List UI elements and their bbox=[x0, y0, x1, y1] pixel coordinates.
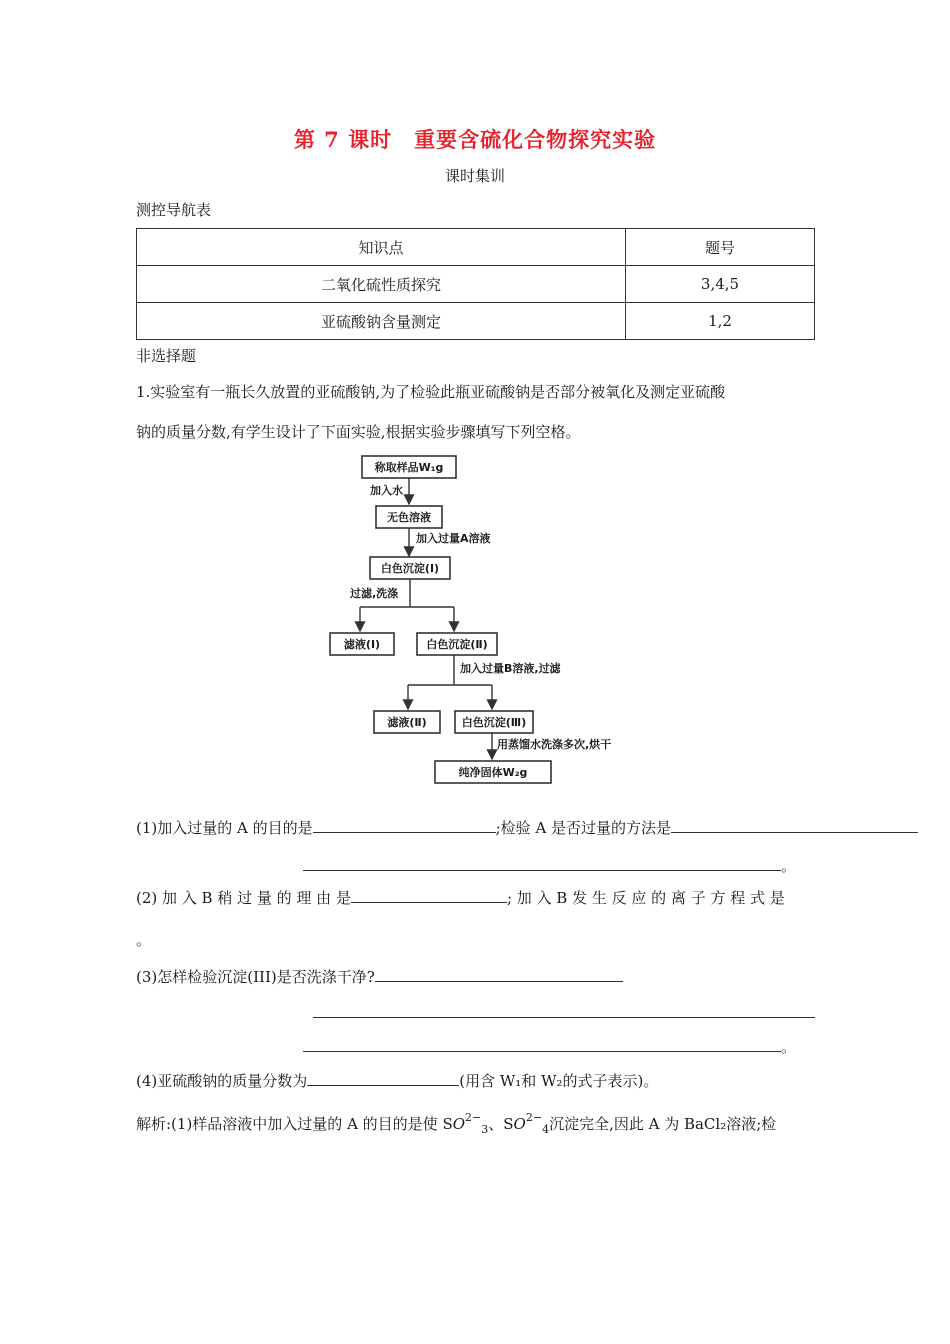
sub-question-1-text-a: (1)加入过量的 A 的目的是 bbox=[136, 819, 313, 837]
sub-question-1 bbox=[136, 817, 918, 838]
answer-line[interactable] bbox=[313, 1017, 815, 1018]
sub-question-3-end: 。 bbox=[781, 1038, 797, 1056]
flow-text-colorless-solution: 无色溶液 bbox=[387, 511, 431, 524]
table-cell: 二氧化硫性质探究 bbox=[137, 266, 626, 303]
flow-text-filtrate-2: 滤液(Ⅱ) bbox=[387, 716, 427, 729]
experiment-flowchart bbox=[320, 450, 640, 790]
sub-question-2-end: 。 bbox=[136, 931, 152, 949]
sub-question-2-text-b: ; 加 入 B 发 生 反 应 的 离 子 方 程 式 是 bbox=[506, 889, 785, 907]
flow-text-weigh-sample: 称取样品W₁g bbox=[374, 461, 444, 474]
sub-question-1-text-b: ;检验 A 是否过量的方法是 bbox=[495, 819, 672, 837]
table-cell: 3,4,5 bbox=[626, 266, 815, 303]
answer-blank[interactable] bbox=[303, 1050, 781, 1052]
flow-text-white-precipitate-1: 白色沉淀(Ⅰ) bbox=[380, 562, 440, 575]
question-1-line-1: 1.实验室有一瓶长久放置的亚硫酸钠,为了检验此瓶亚硫酸钠是否部分被氧化及测定亚硫酸 bbox=[136, 383, 726, 401]
sub-question-1-continuation bbox=[303, 855, 796, 876]
flow-label-add-water: 加入水 bbox=[370, 484, 403, 497]
flow-text-filtrate-1: 滤液(Ⅰ) bbox=[343, 638, 381, 651]
flow-label-filter-wash: 过滤,洗涤 bbox=[350, 587, 399, 600]
answer-blank[interactable] bbox=[307, 1084, 459, 1086]
answer-blank[interactable] bbox=[671, 831, 918, 833]
question-1-line-2: 钠的质量分数,有学生设计了下面实验,根据实验步骤填写下列空格。 bbox=[136, 423, 581, 441]
table-cell: 1,2 bbox=[626, 303, 815, 340]
flow-label-add-b: 加入过量B溶液,过滤 bbox=[460, 662, 561, 675]
sulfite-ion: $O^{2-}_3$ bbox=[452, 1111, 489, 1136]
answer-blank[interactable] bbox=[375, 980, 623, 982]
analysis-prefix: 解析:(1)样品溶液中加入过量的 A 的目的是使 S bbox=[136, 1115, 453, 1133]
answer-blank[interactable] bbox=[303, 869, 781, 871]
table-header-cell: 知识点 bbox=[137, 229, 626, 266]
flow-label-add-a: 加入过量A溶液 bbox=[416, 532, 491, 545]
flow-label-wash-dry: 用蒸馏水洗涤多次,烘干 bbox=[497, 738, 612, 751]
sub-question-1-end: 。 bbox=[781, 857, 797, 875]
analysis-text bbox=[136, 1113, 776, 1136]
navigation-table bbox=[136, 228, 815, 340]
analysis-suffix: 沉淀完全,因此 A 为 BaCl₂溶液;检 bbox=[549, 1115, 777, 1133]
sub-question-4-text-a: (4)亚硫酸钠的质量分数为 bbox=[136, 1072, 308, 1090]
table-header-cell: 题号 bbox=[626, 229, 815, 266]
flow-text-pure-solid: 纯净固体W₂g bbox=[458, 766, 528, 779]
table-header-row bbox=[137, 229, 815, 266]
table-cell: 亚硫酸钠含量测定 bbox=[137, 303, 626, 340]
page-title: 第 7 课时 重要含硫化合物探究实验 bbox=[293, 127, 657, 152]
analysis-mid: 、S bbox=[488, 1115, 514, 1133]
sub-question-4 bbox=[136, 1070, 658, 1091]
sub-question-4-text-b: (用含 W₁和 W₂的式子表示)。 bbox=[459, 1072, 659, 1090]
sub-question-2-text-a: (2) 加 入 B 稍 过 量 的 理 由 是 bbox=[136, 889, 351, 907]
sub-question-3-text: (3)怎样检验沉淀(III)是否洗涤干净? bbox=[136, 968, 375, 986]
sulfate-ion: $O^{2-}_4$ bbox=[513, 1111, 550, 1136]
table-caption: 测控导航表 bbox=[136, 201, 212, 219]
table-row bbox=[137, 266, 815, 303]
table-row bbox=[137, 303, 815, 340]
flow-text-white-precipitate-3: 白色沉淀(Ⅲ) bbox=[461, 716, 527, 729]
sub-question-3 bbox=[136, 966, 623, 987]
flow-text-white-precipitate-2: 白色沉淀(Ⅱ) bbox=[426, 638, 488, 651]
answer-blank[interactable] bbox=[351, 901, 507, 903]
section-label: 非选择题 bbox=[136, 347, 197, 365]
page-subtitle: 课时集训 bbox=[444, 167, 505, 185]
sub-question-2 bbox=[136, 887, 785, 908]
sub-question-3-continuation bbox=[303, 1036, 796, 1057]
answer-blank[interactable] bbox=[313, 831, 496, 833]
